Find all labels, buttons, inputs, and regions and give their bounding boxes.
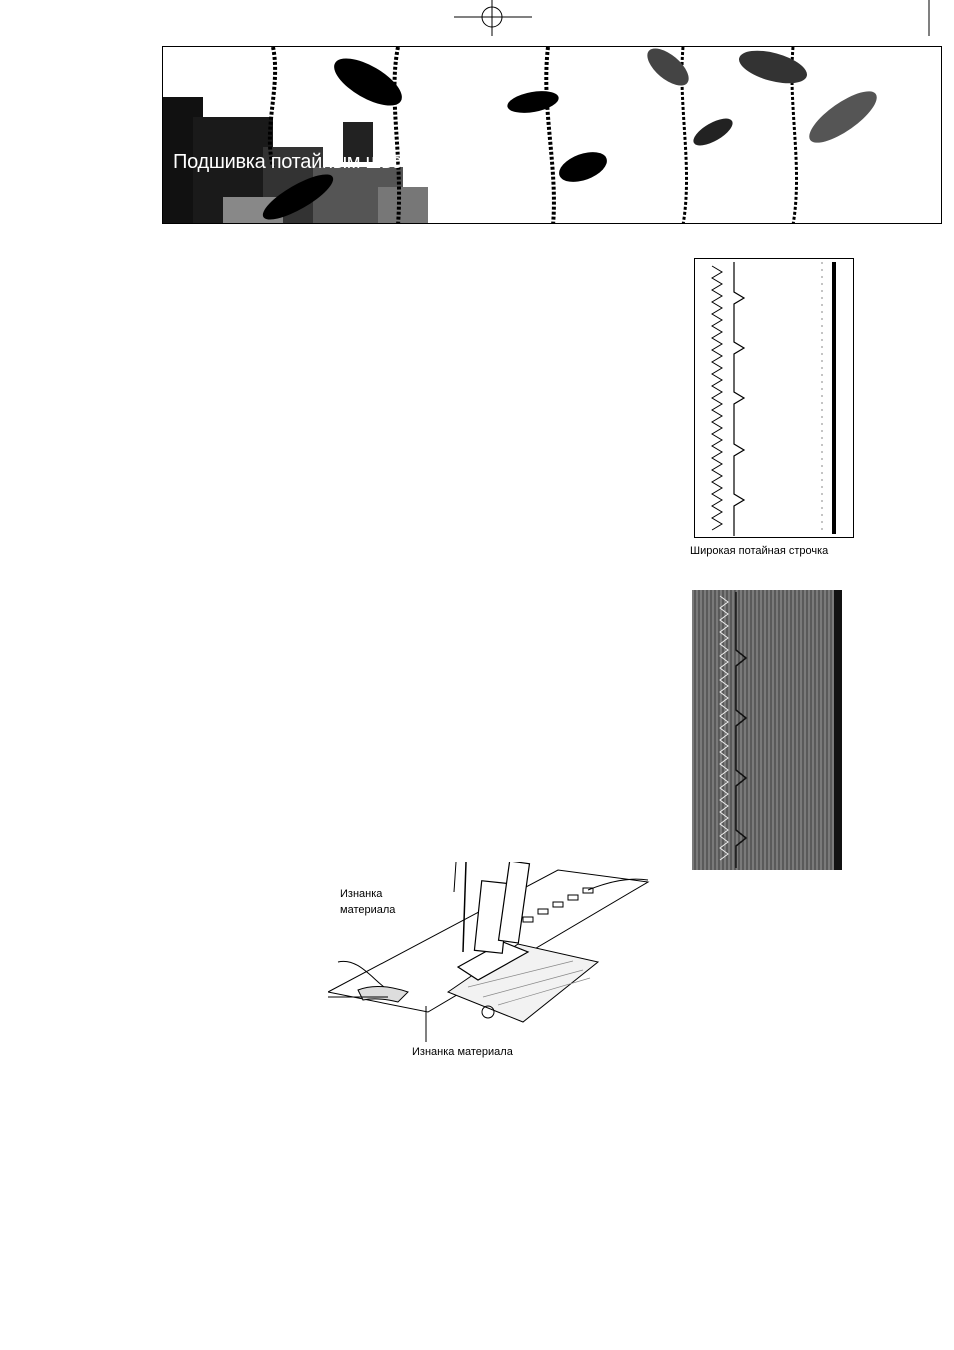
label-line-2: материала	[340, 904, 396, 916]
header-banner	[162, 46, 942, 224]
fabric-sample-photo	[692, 590, 842, 870]
label-line-1: Изнанка	[340, 888, 383, 900]
fabric-wrong-side-label-bottom: Изнанка материала	[412, 1046, 513, 1058]
fabric-wrong-side-label-top	[340, 886, 395, 918]
stitch-diagram-caption: Широкая потайная строчка	[690, 545, 829, 557]
leaf-vine-artwork	[163, 47, 942, 224]
page-title: Подшивка потайным швом	[173, 151, 416, 173]
stitch-diagram	[694, 258, 854, 538]
